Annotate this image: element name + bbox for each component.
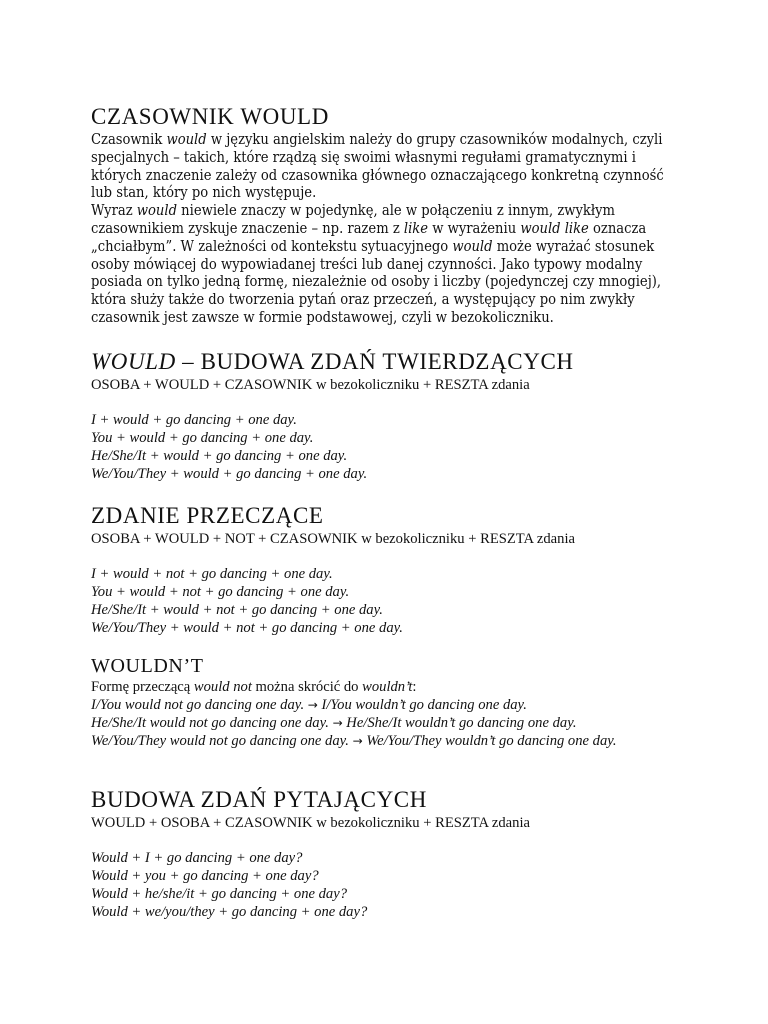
- short-form: I/You wouldn’t go dancing one day.: [317, 697, 527, 713]
- long-form: He/She/It would not go dancing one day.: [91, 715, 333, 731]
- contraction-line: [91, 732, 683, 750]
- example-line: We/You/They + would + not + go dancing + one day.: [91, 620, 403, 636]
- text-span: można skrócić do: [251, 679, 363, 695]
- formula-negative: OSOBA + WOULD + NOT + CZASOWNIK w bezokoliczniku + RESZTA zdania: [91, 531, 575, 547]
- example-line: Would + you + go dancing + one day?: [91, 868, 319, 884]
- section-heading-contraction: WOULDN’T: [91, 655, 204, 677]
- text-span: :: [412, 679, 417, 695]
- formula-affirmative: OSOBA + WOULD + CZASOWNIK w bezokoliczniku + RESZTA zdania: [91, 377, 530, 393]
- right-arrow-icon: →: [352, 734, 363, 748]
- example-line: You + would + go dancing + one day.: [91, 430, 314, 446]
- emphasis-span: would like: [520, 219, 589, 237]
- text-span: w języku angielskim należy do grupy czasowników modalnych, czyli specjalnych – takich, które rządzą się swoimi własnymi regułami gramatycznymi i których znaczenie zależy od czasownika głównego oznaczającego konkretną czynność lub stan, który po nich występuje.: [91, 131, 664, 202]
- emphasis-span: wouldn’t: [362, 679, 413, 695]
- emphasis-span: like: [403, 219, 429, 237]
- contraction-section: [91, 654, 683, 750]
- example-line: I + would + go dancing + one day.: [91, 412, 297, 428]
- section-heading-affirmative: [91, 348, 683, 376]
- emphasis-span: would: [136, 202, 177, 220]
- example-line: He/She/It + would + not + go dancing + one day.: [91, 602, 383, 618]
- emphasis-span: would: [452, 237, 493, 255]
- text-span: Formę przeczącą: [91, 679, 194, 695]
- example-line: Would + I + go dancing + one day?: [91, 850, 303, 866]
- section-heading-negative: ZDANIE PRZECZĄCE: [91, 503, 324, 528]
- interrogative-section: [91, 786, 683, 921]
- affirmative-section: [91, 348, 683, 483]
- text-span: niewiele znaczy w pojedynkę, ale w połączeniu z innym, zwykłym czasownikiem zyskuje znaczenie – np. razem z: [91, 202, 615, 237]
- heading-italic: WOULD: [91, 349, 176, 374]
- page-title: CZASOWNIK WOULD: [91, 104, 329, 129]
- emphasis-span: would: [166, 131, 207, 148]
- formula-interrogative: WOULD + OSOBA + CZASOWNIK w bezokoliczniku + RESZTA zdania: [91, 815, 530, 831]
- long-form: We/You/They would not go dancing one day.: [91, 733, 353, 749]
- text-span: Wyraz: [91, 202, 137, 220]
- short-form: He/She/It wouldn’t go dancing one day.: [342, 715, 577, 731]
- right-arrow-icon: →: [332, 716, 343, 730]
- contraction-line: [91, 696, 683, 714]
- intro-section: [91, 103, 683, 327]
- intro-paragraph-1: [91, 131, 683, 202]
- long-form: I/You would not go dancing one day.: [91, 697, 308, 713]
- intro-paragraph-2: [91, 202, 683, 327]
- text-span: może wyrażać stosunek osoby mówiącej do wypowiadanej treści lub danej czynności. Jako typowy modalny posiada on tylko jedną formę, niezależnie od osoby i liczby (pojedynczej czy mnogiej), która służy także do tworzenia pytań oraz przeczeń, a występujący po nim zwykły czasownik jest zawsze w formie podstawowej, czyli w bezokoliczniku.: [91, 237, 662, 326]
- right-arrow-icon: →: [307, 698, 318, 712]
- contraction-line: [91, 714, 683, 732]
- example-line: You + would + not + go dancing + one day.: [91, 584, 350, 600]
- section-heading-interrogative: BUDOWA ZDAŃ PYTAJĄCYCH: [91, 787, 427, 812]
- example-line: We/You/They + would + go dancing + one day.: [91, 466, 368, 482]
- negative-section: [91, 502, 683, 637]
- example-line: Would + he/she/it + go dancing + one day?: [91, 886, 347, 902]
- text-span: w wyrażeniu: [428, 219, 521, 237]
- text-span: oznacza „chciałbym”. W zależności od kontekstu sytuacyjnego: [91, 219, 647, 255]
- example-line: Would + we/you/they + go dancing + one day?: [91, 904, 368, 920]
- text-span: Czasownik: [91, 131, 167, 148]
- emphasis-span: would not: [193, 679, 252, 695]
- example-line: He/She/It + would + go dancing + one day.: [91, 448, 348, 464]
- short-form: We/You/They wouldn’t go dancing one day.: [362, 733, 617, 749]
- heading-text: – BUDOWA ZDAŃ TWIERDZĄCYCH: [175, 349, 574, 374]
- example-line: I + would + not + go dancing + one day.: [91, 566, 333, 582]
- contraction-intro: [91, 678, 683, 696]
